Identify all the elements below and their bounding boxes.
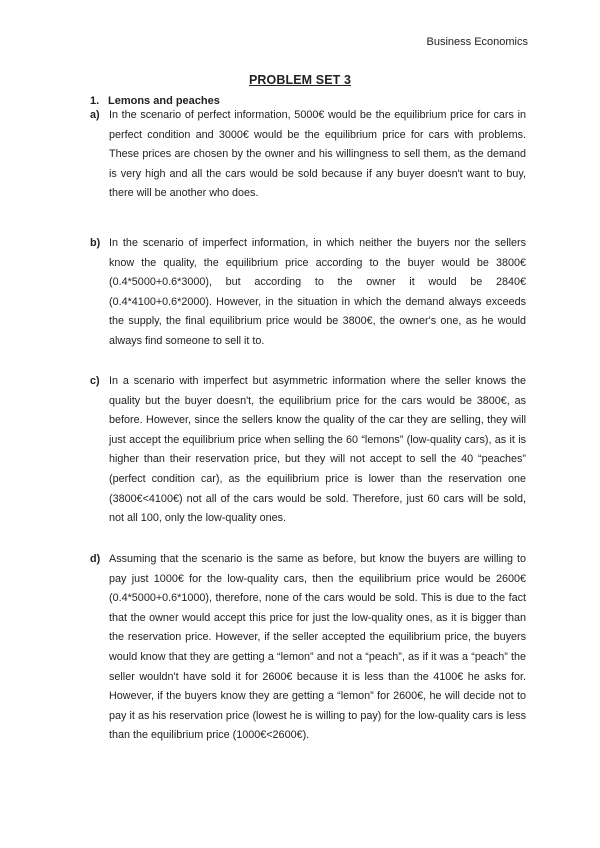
section-title: Lemons and peaches — [108, 95, 220, 107]
answer-item-c — [90, 372, 526, 529]
answer-item-a — [90, 106, 526, 204]
item-label: a) — [90, 109, 100, 121]
item-text: In the scenario of imperfect information, in which neither the buyers nor the sellers know the quality, the equilibrium price according to the buyer would be 3800€ (0.4*5000+0.6*3000), but according to the owner it would be 2840€ (0.4*4100+0.6*2000). However, in the situation in which the demand always exceeds the supply, the final equilibrium price would be 3800€, the owner's one, as he would always find someone to sell it to. — [109, 237, 526, 347]
item-label: d) — [90, 553, 101, 565]
item-text: In a scenario with imperfect but asymmetric information where the seller knows the quality but the buyer doesn't, the equilibrium price for the cars would be 3800€, as before. However, since the sellers know the quality of the car they are selling, they will just accept the equilibrium price when selling the 60 “lemons” (low-quality cars), as it is higher than their reservation price, but they will not accept to sell the 40 “peaches” (perfect condition car), as the equilibrium price is lower than the reservation one (3800€<4100€) not all of the cars would be sold. Therefore, just 60 cars will be sold, not all 100, only the low-quality ones. — [109, 375, 526, 525]
section-number: 1. — [90, 95, 100, 107]
item-text: In the scenario of perfect information, 5000€ would be the equilibrium price for cars in perfect condition and 3000€ would be the equilibrium price for cars with problems. These prices are chosen by the owner and his willingness to sell them, as the demand is very high and all the cars would be sold because if any buyer doesn't want to buy, there will be another who does. — [109, 109, 526, 200]
running-header: Business Economics — [426, 36, 528, 48]
item-label: b) — [90, 237, 101, 249]
document-title: PROBLEM SET 3 — [248, 73, 351, 87]
answer-item-b — [90, 234, 526, 352]
item-label: c) — [90, 375, 100, 387]
item-text: Assuming that the scenario is the same as before, but know the buyers are willing to pay just 1000€ for the low-quality cars, then the equilibrium price would be 2600€ (0.4*5000+0.6*1000), therefore, none of the cars would be sold. This is due to the fact that the owner would accept this price for just the low-quality ones, as it is bigger than the reservation price. However, if the seller accepted the equilibrium price, the buyers would know that they are getting a “lemon” and not a “peach”, as if it was a “peach” the seller wouldn't have sold it for 2600€ because it is less than the 4100€ he asks for. However, if the buyers know they are getting a “lemon” for 2600€, he will decide not to pay it as his reservation price (lowest he is willing to pay) for the low-quality cars is less than the equilibrium price (1000€<2600€). — [109, 553, 526, 742]
answer-item-d — [90, 550, 526, 746]
